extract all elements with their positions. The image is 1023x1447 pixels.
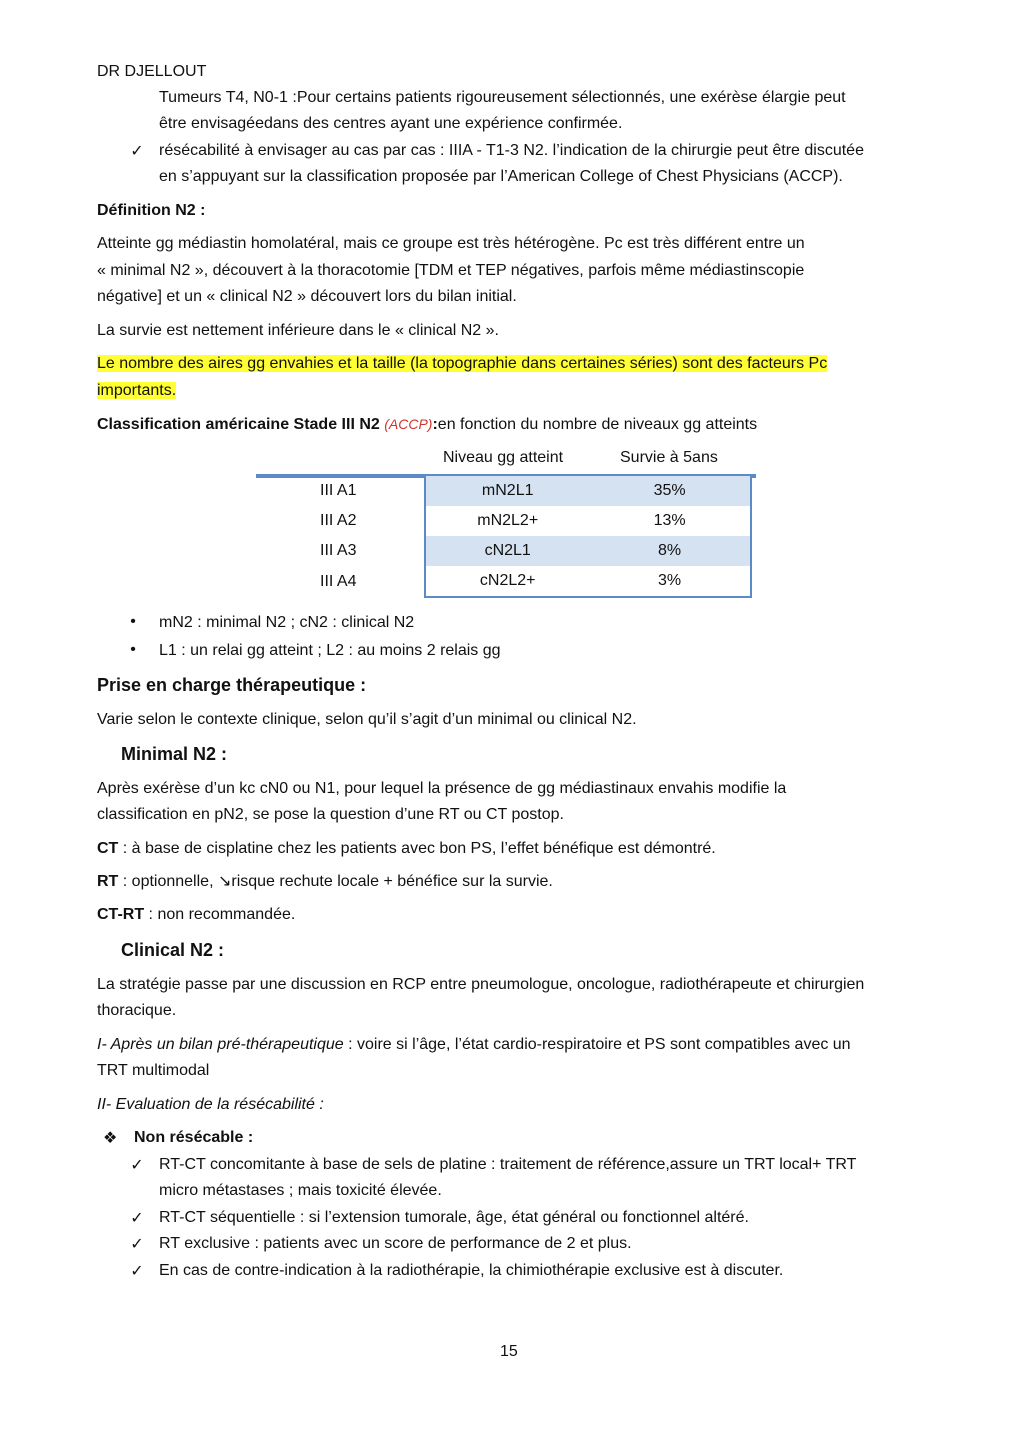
highlighted-text-line-1: Le nombre des aires gg envahies et la taille (la topographie dans certaines séries) sont des facteurs Pc — [97, 355, 828, 372]
nonres-item-4: En cas de contre-indication à la radiothérapie, la chimiothérapie exclusive est à discuter. — [159, 1262, 784, 1279]
classification-title-bold: Classification américaine Stade III N2 — [97, 416, 380, 433]
ct-line — [97, 839, 716, 859]
column-header-survival: Survie à 5ans — [620, 449, 718, 466]
highlighted-text-line-2: importants. — [97, 382, 177, 399]
stage-cell: III A2 — [320, 512, 357, 529]
resecability-line-1: résécabilité à envisager au cas par cas : IIIA - T1-3 N2. l’indication de la chirurgie peut être discutée — [159, 142, 864, 159]
checkmark-icon: ✓ — [130, 1157, 144, 1174]
classification-title — [97, 414, 757, 435]
nonres-item-2: RT-CT séquentielle : si l’extension tumorale, âge, état général ou fonctionnel altéré. — [159, 1209, 749, 1226]
minimal-line-1: Après exérèse d’un kc cN0 ou N1, pour lequel la présence de gg médiastinaux envahis modifie la — [97, 780, 787, 797]
step1-italic: I- Après un bilan pré-thérapeutique — [97, 1036, 344, 1053]
nonres-item-3: RT exclusive : patients avec un score de performance de 2 et plus. — [159, 1235, 632, 1252]
classification-colon: : — [432, 416, 438, 433]
ctrt-line — [97, 905, 295, 925]
page-number: 15 — [500, 1343, 518, 1360]
clinical-n2-title: Clinical N2 : — [121, 940, 225, 960]
intro-line-2: être envisagéedans des centres ayant une expérience confirmée. — [159, 115, 623, 132]
table-row — [256, 476, 751, 506]
intro-line-1: Tumeurs T4, N0-1 :Pour certains patients rigoureusement sélectionnés, une exérèse élargie peut — [159, 89, 846, 106]
level-cell: cN2L1 — [425, 536, 589, 566]
clinical-line-1: La stratégie passe par une discussion en RCP entre pneumologue, oncologue, radiothérapeute et chirurgien — [97, 976, 865, 993]
level-cell: cN2L2+ — [425, 566, 589, 597]
legend-bullet-1: mN2 : minimal N2 ; cN2 : clinical N2 — [159, 614, 415, 631]
survival-cell: 8% — [589, 536, 751, 566]
rt-text: : optionnelle, ↘risque rechute locale + bénéfice sur la survie. — [118, 873, 553, 890]
ct-label: CT — [97, 840, 119, 857]
table-row — [256, 566, 751, 597]
checkmark-icon: ✓ — [130, 1263, 144, 1280]
stage-cell: III A1 — [320, 482, 357, 499]
classification-table — [256, 476, 752, 598]
level-cell: mN2L1 — [425, 476, 589, 506]
checkmark-icon: ✓ — [130, 143, 144, 160]
definition-p1-line-1: Atteinte gg médiastin homolatéral, mais ce groupe est très hétérogène. Pc est très différent entre un — [97, 235, 805, 252]
treatment-intro: Varie selon le contexte clinique, selon qu’il s’agit d’un minimal ou clinical N2. — [97, 711, 637, 728]
author-header: DR DJELLOUT — [97, 63, 207, 80]
diamond-bullet-icon: ❖ — [103, 1130, 118, 1147]
accp-label: (ACCP) — [384, 416, 433, 432]
checkmark-icon: ✓ — [130, 1236, 144, 1253]
resecability-line-2: en s’appuyant sur la classification proposée par l’American College of Chest Physicians (ACCP). — [159, 168, 843, 185]
survival-cell: 35% — [589, 476, 751, 506]
non-resectable-title: Non résécable : — [134, 1129, 254, 1146]
table-row — [256, 536, 751, 566]
classification-title-rest: en fonction du nombre de niveaux gg atteints — [437, 416, 758, 433]
definition-title: Définition N2 : — [97, 202, 206, 219]
definition-p2: La survie est nettement inférieure dans le « clinical N2 ». — [97, 322, 499, 339]
treatment-title: Prise en charge thérapeutique : — [97, 675, 367, 695]
minimal-n2-title: Minimal N2 : — [121, 744, 228, 764]
bullet-icon: • — [130, 613, 136, 630]
definition-p1-line-2: « minimal N2 », découvert à la thoracotomie [TDM et TEP négatives, parfois même médiastinscopie — [97, 262, 805, 279]
stage-cell: III A3 — [320, 542, 357, 559]
nonres-item-1-line-1: RT-CT concomitante à base de sels de platine : traitement de référence,assure un TRT local+ TRT — [159, 1156, 857, 1173]
column-header-level: Niveau gg atteint — [443, 449, 564, 466]
ctrt-text: : non recommandée. — [144, 906, 296, 923]
nonres-item-1-line-2: micro métastases ; mais toxicité élevée. — [159, 1182, 442, 1199]
bullet-icon: • — [130, 641, 136, 658]
step1-rest: : voire si l’âge, l’état cardio-respiratoire et PS sont compatibles avec un — [343, 1036, 851, 1053]
level-cell: mN2L2+ — [425, 506, 589, 536]
step2-line: II- Evaluation de la résécabilité : — [97, 1096, 324, 1113]
legend-bullet-2: L1 : un relai gg atteint ; L2 : au moins 2 relais gg — [159, 642, 501, 659]
rt-label: RT — [97, 873, 119, 890]
ct-text: : à base de cisplatine chez les patients avec bon PS, l’effet bénéfique est démontré. — [118, 840, 716, 857]
stage-cell: III A4 — [320, 572, 357, 590]
clinical-line-2: thoracique. — [97, 1002, 177, 1019]
step1-line — [97, 1035, 851, 1055]
checkmark-icon: ✓ — [130, 1210, 144, 1227]
rt-line — [97, 872, 553, 892]
survival-cell: 13% — [589, 506, 751, 536]
table-row — [256, 506, 751, 536]
survival-cell: 3% — [589, 566, 751, 597]
definition-p1-line-3: négative] et un « clinical N2 » découvert lors du bilan initial. — [97, 288, 517, 305]
minimal-line-2: classification en pN2, se pose la question d’une RT ou CT postop. — [97, 806, 564, 823]
ctrt-label: CT-RT — [97, 906, 145, 923]
step1-line-2: TRT multimodal — [97, 1062, 210, 1079]
